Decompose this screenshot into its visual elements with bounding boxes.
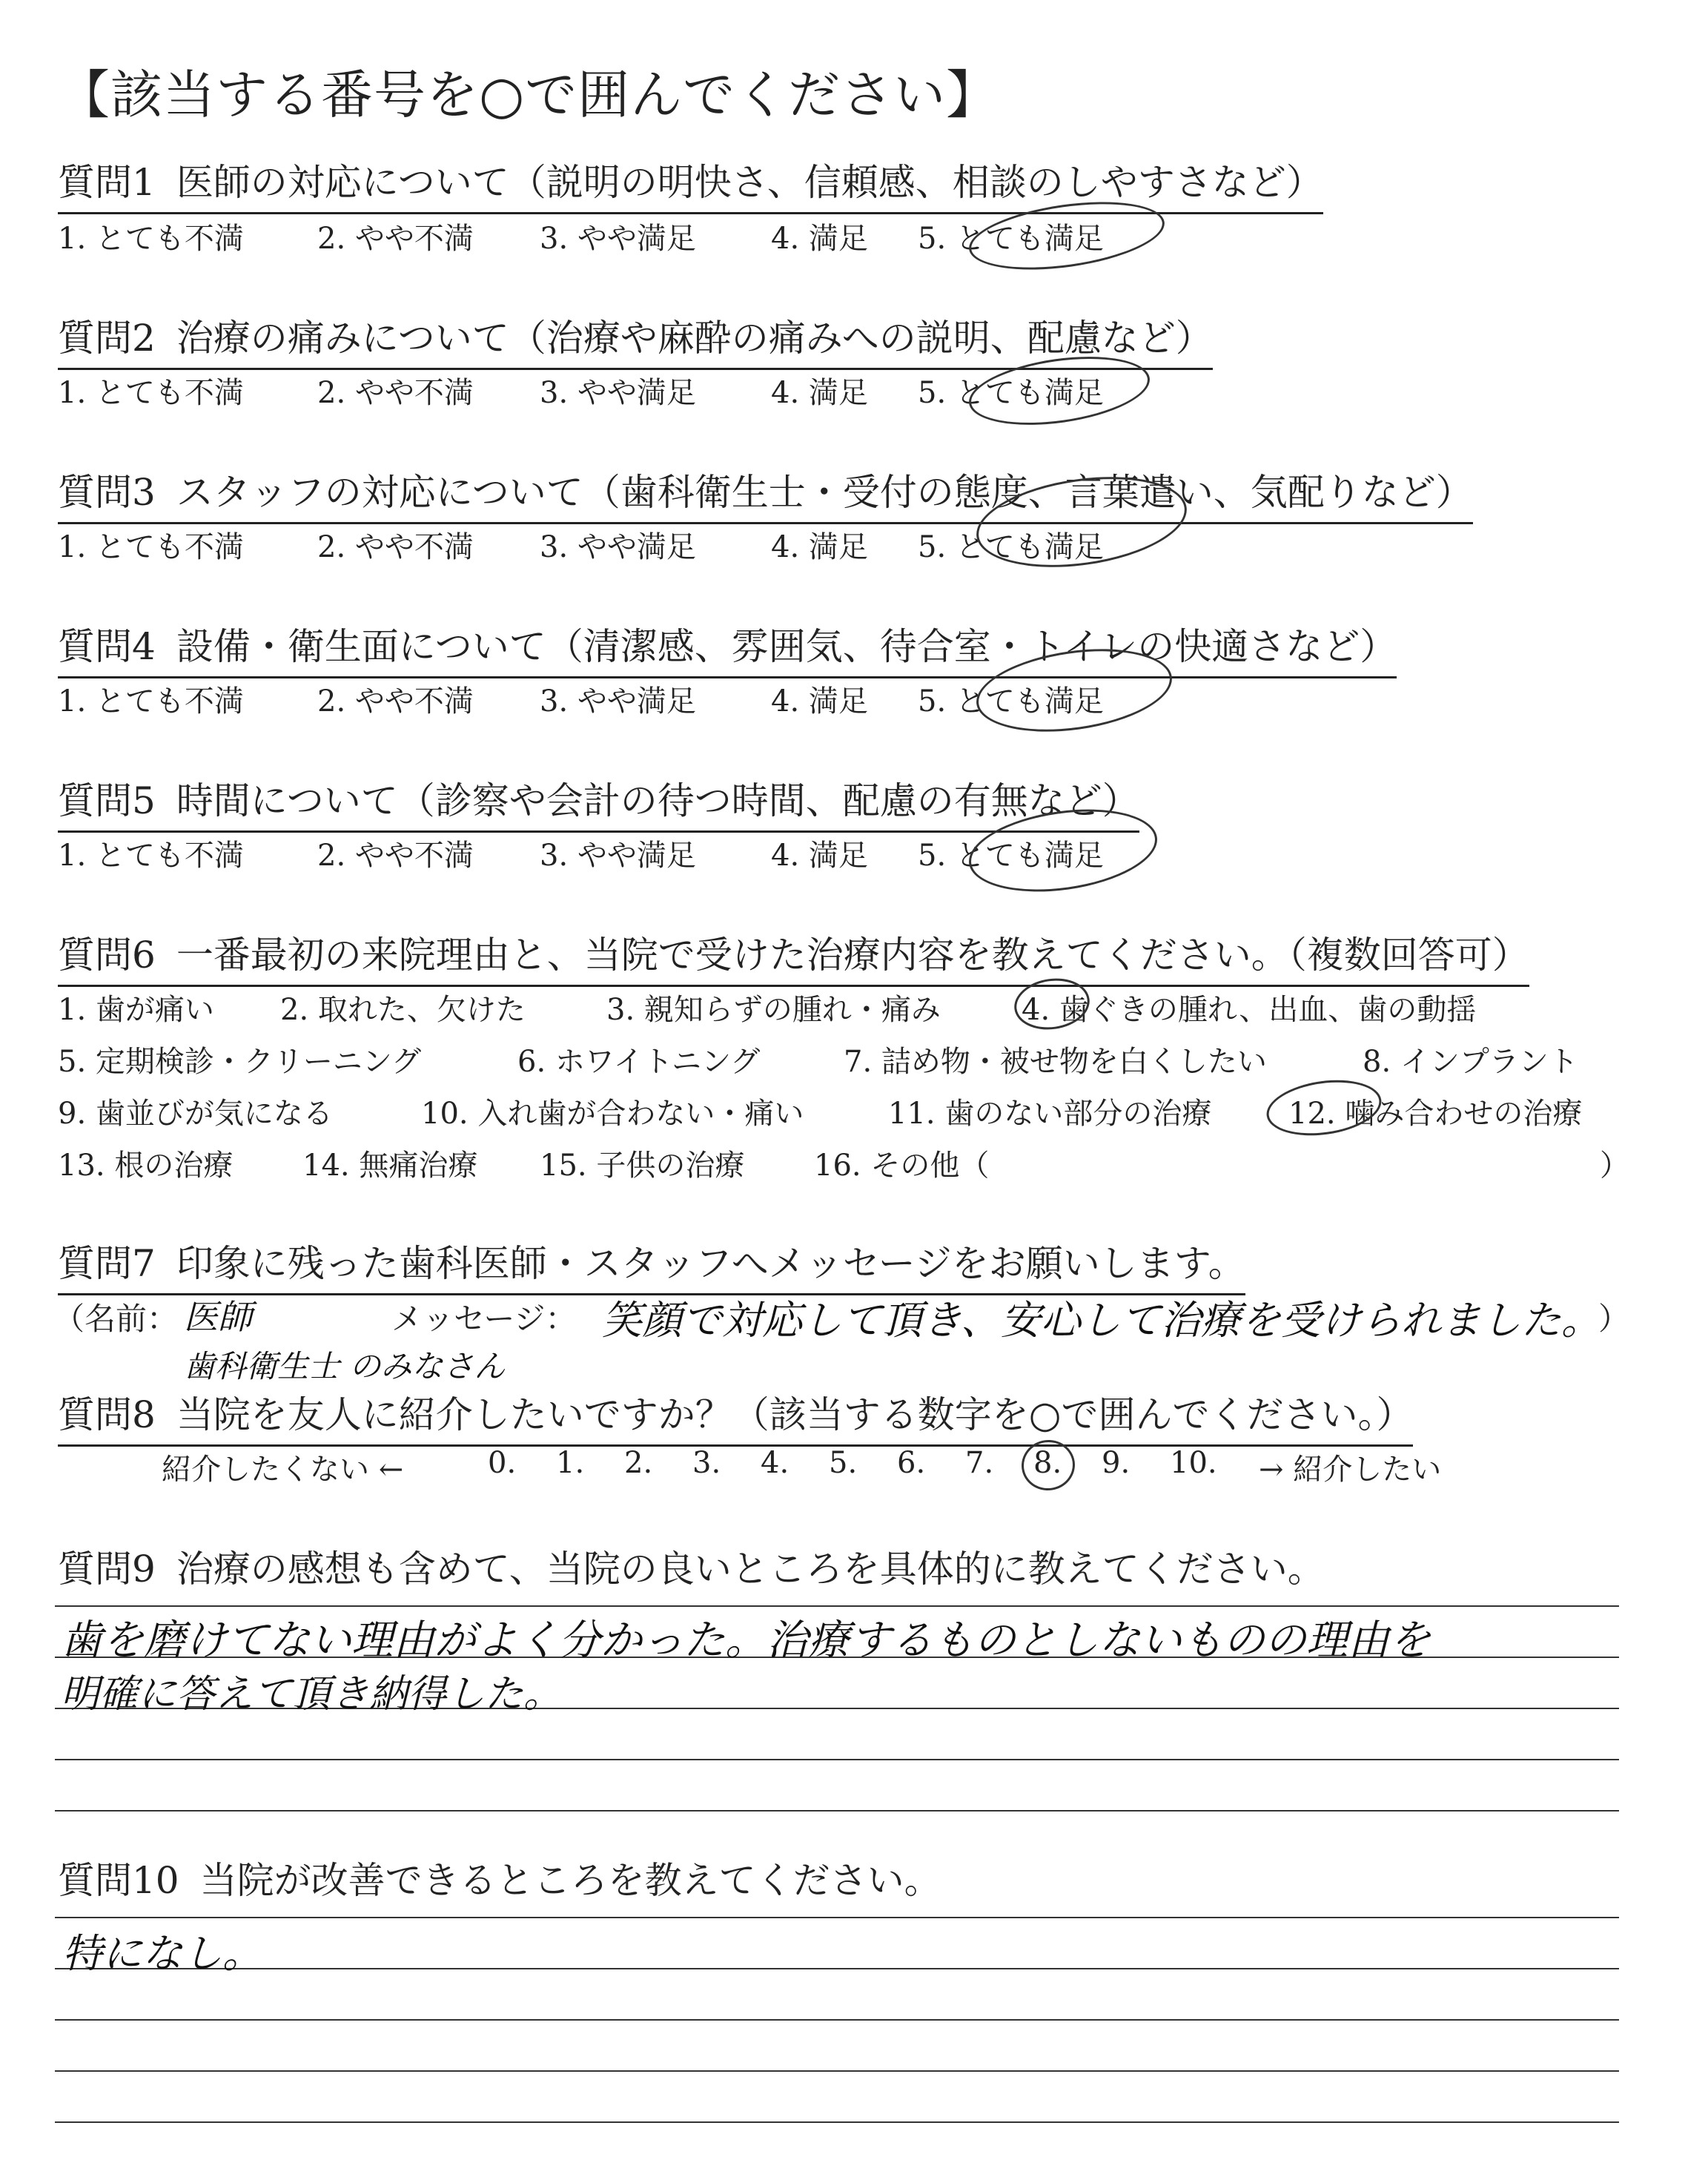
q3-option-5[interactable]: 5. とても満足 <box>918 530 1104 564</box>
q6-option-9[interactable]: 9. 歯並びが気になる <box>58 1097 333 1131</box>
q1-option-2[interactable]: 2. やや不満 <box>317 222 474 256</box>
q2-option-2[interactable]: 2. やや不満 <box>317 376 474 410</box>
q4-option-2[interactable]: 2. やや不満 <box>317 684 474 719</box>
q8-scale-3[interactable]: 3. <box>692 1446 721 1480</box>
q4-option-1[interactable]: 1. とても不満 <box>58 684 244 719</box>
q1-option-4[interactable]: 4. 満足 <box>771 222 868 256</box>
question-8-title-line <box>58 1385 1413 1447</box>
q4-option-4[interactable]: 4. 満足 <box>771 684 868 719</box>
q6-option-11[interactable]: 11. 歯のない部分の治療 <box>888 1097 1212 1131</box>
q7-close-paren: ） <box>1598 1301 1630 1337</box>
q6-option-4[interactable]: 4. 歯ぐきの腫れ、出血、歯の動揺 <box>1022 993 1477 1027</box>
q10-answer-text-1[interactable]: 特になし。 <box>62 1930 262 1977</box>
q6-option-6[interactable]: 6. ホワイトニング <box>517 1045 761 1079</box>
question-3-title-line <box>58 463 1473 524</box>
q2-option-4[interactable]: 4. 満足 <box>771 376 868 410</box>
q7-message-label: メッセージ： <box>391 1301 577 1337</box>
question-10-number: 質問10 <box>58 1859 179 1902</box>
q6-option-1[interactable]: 1. 歯が痛い <box>58 993 214 1027</box>
q8-scale-5[interactable]: 5. <box>829 1446 858 1480</box>
q5-option-5[interactable]: 5. とても満足 <box>918 839 1104 873</box>
question-9-number: 質問9 <box>58 1548 156 1591</box>
q4-option-3[interactable]: 3. やや満足 <box>540 684 696 719</box>
q10-answer-line-2 <box>55 1968 1619 1969</box>
q4-option-5[interactable]: 5. とても満足 <box>918 684 1104 719</box>
q6-option-13[interactable]: 13. 根の治療 <box>58 1149 234 1183</box>
q8-scale-7[interactable]: 7. <box>965 1446 994 1480</box>
q5-option-1[interactable]: 1. とても不満 <box>58 839 244 873</box>
q8-right-label: → 紹介したい <box>1259 1453 1442 1487</box>
question-8-number: 質問8 <box>58 1393 156 1436</box>
q10-answer-line-4 <box>55 2070 1619 2072</box>
q3-option-1[interactable]: 1. とても不満 <box>58 530 244 564</box>
question-8 <box>58 1385 1413 1447</box>
q6-option-16[interactable]: 16. その他（ <box>814 1149 990 1183</box>
question-4-title-line <box>58 617 1397 678</box>
q9-answer-line-5 <box>55 1810 1619 1811</box>
question-4-title: 設備・衛生面について（清潔感、雰囲気、待合室・トイレの快適さなど） <box>176 625 1397 668</box>
q8-scale-8[interactable]: 8. <box>1033 1446 1062 1480</box>
q6-option-10[interactable]: 10. 入れ歯が合わない・痛い <box>421 1097 804 1131</box>
q6-option-8[interactable]: 8. インプラント <box>1363 1045 1578 1079</box>
question-9-title: 治療の感想も含めて、当院の良いところを具体的に教えてください。 <box>176 1548 1325 1591</box>
q8-left-label: 紹介したくない ← <box>162 1453 404 1487</box>
q5-option-4[interactable]: 4. 満足 <box>771 839 868 873</box>
q8-scale-9[interactable]: 9. <box>1102 1446 1131 1480</box>
question-6-number: 質問6 <box>58 934 156 977</box>
q2-option-1[interactable]: 1. とても不満 <box>58 376 244 410</box>
question-8-title: 当院を友人に紹介したいですか？（該当する数字を○で囲んでください。） <box>176 1393 1414 1436</box>
question-2-title: 治療の痛みについて（治療や麻酔の痛みへの説明、配慮など） <box>176 317 1213 360</box>
q1-option-1[interactable]: 1. とても不満 <box>58 222 244 256</box>
q10-answer-line-1 <box>55 1917 1619 1918</box>
q6-option-7[interactable]: 7. 詰め物・被せ物を白くしたい <box>844 1045 1267 1079</box>
q1-option-3[interactable]: 3. やや満足 <box>540 222 696 256</box>
question-7-number: 質問7 <box>58 1242 156 1285</box>
q6-option-5[interactable]: 5. 定期検診・クリーニング <box>58 1045 422 1079</box>
q8-scale-10[interactable]: 10. <box>1170 1446 1217 1480</box>
q6-option-14[interactable]: 14. 無痛治療 <box>302 1149 478 1183</box>
q7-name-line-2[interactable]: 歯科衛生士 のみなさん <box>184 1348 506 1384</box>
question-3 <box>58 463 1473 524</box>
q10-answer-line-5 <box>55 2121 1619 2123</box>
question-7-title-line <box>58 1234 1245 1295</box>
q9-answer-line-1 <box>55 1605 1619 1607</box>
q6-option-2[interactable]: 2. 取れた、欠けた <box>280 993 526 1027</box>
question-5-number: 質問5 <box>58 779 156 822</box>
question-7-title: 印象に残った歯科医師・スタッフへメッセージをお願いします。 <box>176 1242 1245 1285</box>
question-6 <box>58 925 1529 987</box>
q8-scale-6[interactable]: 6. <box>897 1446 926 1480</box>
q8-scale-2[interactable]: 2. <box>624 1446 653 1480</box>
question-3-number: 質問3 <box>58 471 156 514</box>
q7-name-line-1[interactable]: 医師 <box>184 1297 252 1337</box>
q7-message-answer[interactable]: 笑顔で対応して頂き、安心して治療を受けられました。 <box>602 1297 1601 1344</box>
q3-option-4[interactable]: 4. 満足 <box>771 530 868 564</box>
q9-answer-text-1[interactable]: 歯を磨けてない理由がよく分かった。治療するものとしないものの理由を <box>61 1616 1431 1665</box>
question-5 <box>58 771 1139 833</box>
q8-scale-4[interactable]: 4. <box>761 1446 790 1480</box>
q5-option-3[interactable]: 3. やや満足 <box>540 839 696 873</box>
question-10-title-line <box>58 1859 941 1902</box>
question-10 <box>58 1851 941 1904</box>
form-heading: 【該当する番号を○で囲んでください】 <box>58 65 999 125</box>
q6-option-12[interactable]: 12. 噛み合わせの治療 <box>1288 1097 1583 1131</box>
q6-other-close-paren: ） <box>1600 1149 1629 1183</box>
question-1-number: 質問1 <box>58 161 156 204</box>
q8-scale-1[interactable]: 1. <box>556 1446 585 1480</box>
q2-option-5[interactable]: 5. とても満足 <box>918 376 1104 410</box>
question-6-title-line <box>58 925 1529 987</box>
q3-option-3[interactable]: 3. やや満足 <box>540 530 696 564</box>
question-4-number: 質問4 <box>58 625 156 668</box>
question-5-title: 時間について（診察や会計の待つ時間、配慮の有無など） <box>176 779 1139 822</box>
q7-name-label: （名前： <box>53 1301 179 1337</box>
question-1-title: 医師の対応について（説明の明快さ、信頼感、相談のしやすさなど） <box>176 161 1323 204</box>
question-2-number: 質問2 <box>58 317 156 360</box>
question-4 <box>58 617 1397 678</box>
question-10-title: 当院が改善できるところを教えてください。 <box>199 1859 941 1902</box>
q3-option-2[interactable]: 2. やや不満 <box>317 530 474 564</box>
question-3-title: スタッフの対応について（歯科衛生士・受付の態度、言葉遣い、気配りなど） <box>176 471 1473 514</box>
q10-answer-line-3 <box>55 2019 1619 2021</box>
q2-option-3[interactable]: 3. やや満足 <box>540 376 696 410</box>
question-2-title-line <box>58 308 1213 370</box>
q5-option-2[interactable]: 2. やや不満 <box>317 839 474 873</box>
question-5-title-line <box>58 771 1139 833</box>
question-9 <box>58 1539 1325 1593</box>
q9-answer-line-4 <box>55 1759 1619 1760</box>
question-6-title: 一番最初の来院理由と、当院で受けた治療内容を教えてください。（複数回答可） <box>176 934 1529 977</box>
q9-answer-text-2[interactable]: 明確に答えて頂き納得した。 <box>61 1672 563 1717</box>
q6-option-3[interactable]: 3. 親知らずの腫れ・痛み <box>606 993 941 1027</box>
question-9-title-line <box>58 1548 1325 1591</box>
q1-option-5[interactable]: 5. とても満足 <box>918 222 1104 256</box>
question-7 <box>58 1234 1245 1295</box>
q6-option-15[interactable]: 15. 子供の治療 <box>540 1149 745 1183</box>
question-2 <box>58 308 1213 370</box>
q8-scale-0[interactable]: 0. <box>488 1446 517 1480</box>
